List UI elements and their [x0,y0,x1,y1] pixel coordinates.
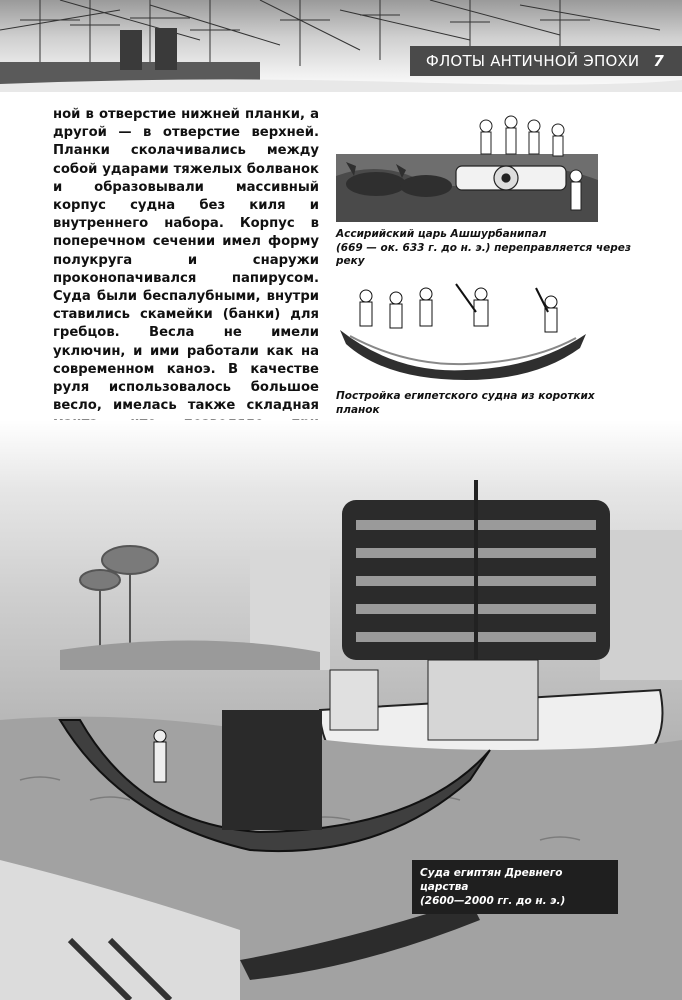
running-title: ФЛОТЫ АНТИЧНОЙ ЭПОХИ [425,52,640,70]
paragraph: ной в отверстие нижней планки, а другой — в отверстие верхней. Планки сколачивались между собой ударами тяжелых болванок и образовывали массивный корпус судна без киля и внутреннего набора. Корпус в поперечном сечении имел форму полукруга и снаружи проконопачивался папирусом. Суда были беспалубными, внутри ставились скамейки (банки) для гребцов. Весла не имели уключин, и ими работали как на современном каноэ. В качестве руля использовалось большое весло, имелась также складная [53,107,319,414]
caption-line: Ассирийский царь Ашшурбанипал [336,228,547,240]
assyrian-caption [336,228,636,269]
main-illustration-caption [412,860,618,914]
page-number: 7 [653,52,664,70]
running-head [410,46,682,76]
caption-line: (2600—2000 гг. до н. э.) [420,895,566,907]
caption-line: (669 — ок. 633 г. до н. э.) переправляется через реку [336,241,631,267]
egyptian-boatbuilding-figure [336,282,598,382]
assyrian-relief-figure [336,106,598,222]
egyptian-build-caption: Постройка египетского судна из коротких планок [336,390,595,416]
caption-line: Суда египтян Древнего царства [420,867,563,893]
